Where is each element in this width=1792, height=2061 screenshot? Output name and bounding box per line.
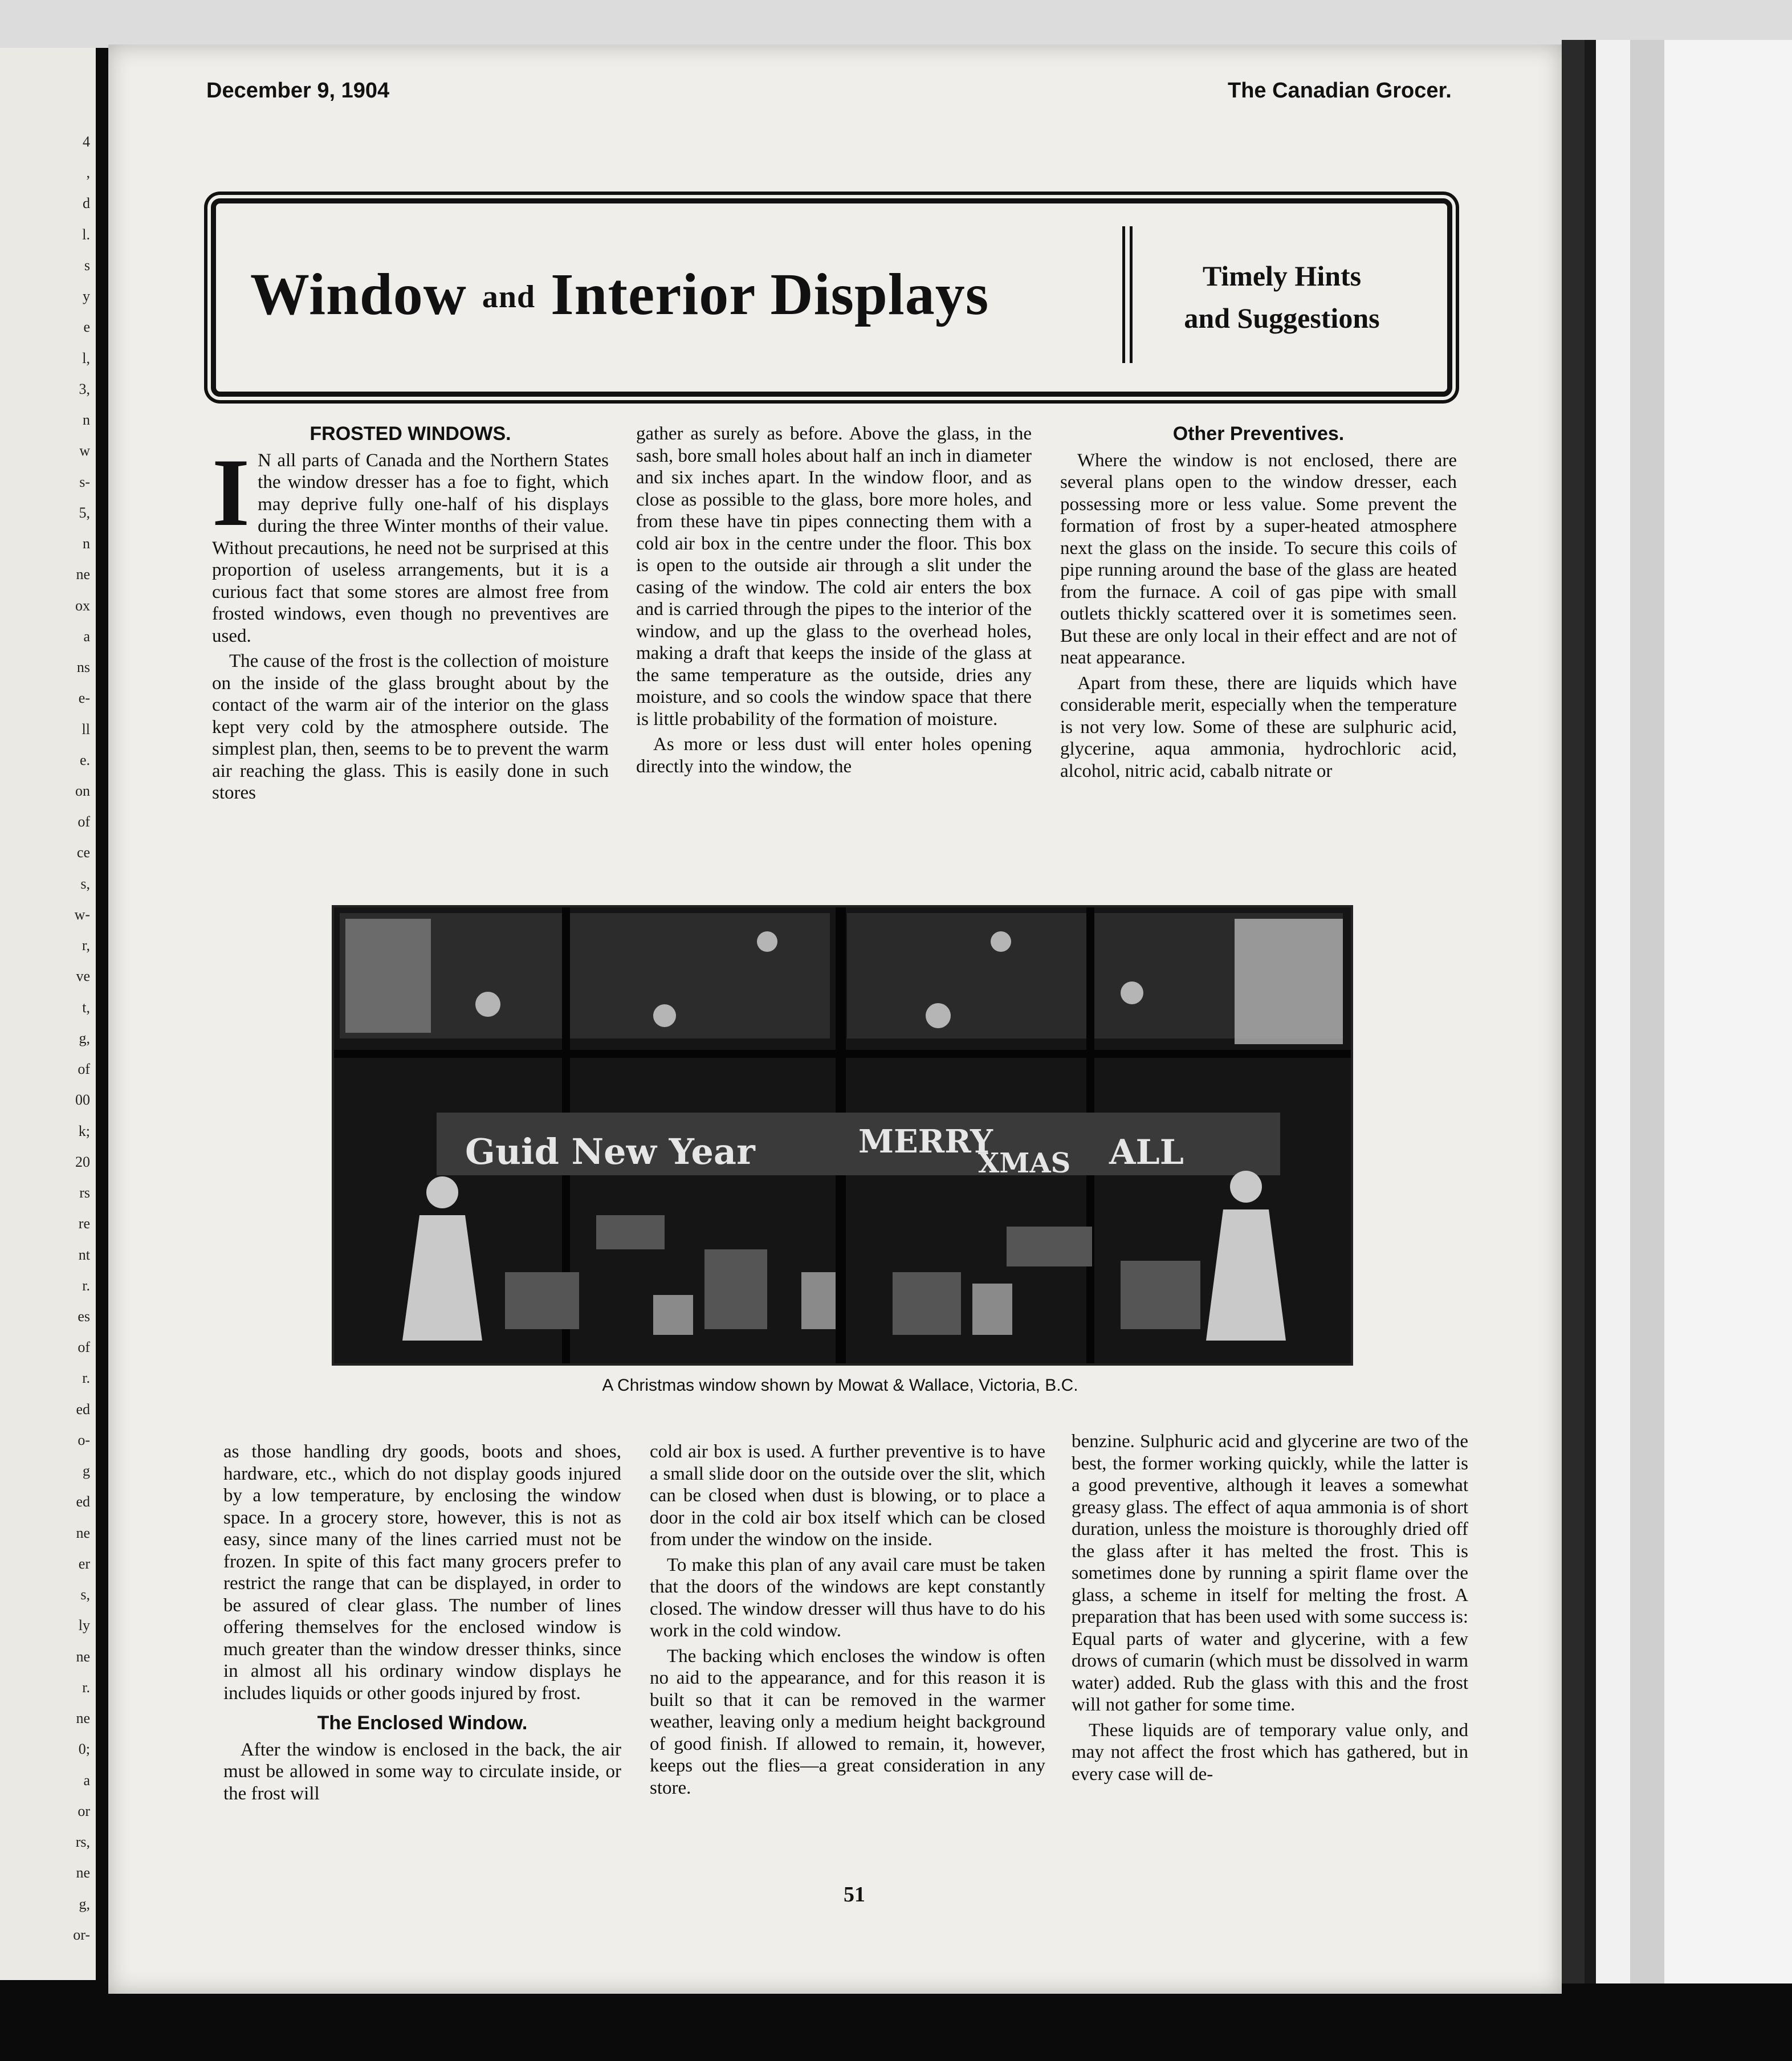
paragraph xyxy=(212,438,609,647)
column-4 xyxy=(223,1441,621,1808)
page-edge-fragment: s, xyxy=(80,875,90,892)
page-edge-fragment: ns xyxy=(76,659,90,676)
page-edge-fragment: g xyxy=(83,1463,90,1480)
page-number: 51 xyxy=(844,1883,865,1907)
page-edge-fragment: 20 xyxy=(75,1153,90,1170)
paragraph: As more or less dust will enter holes opening directly into the window, the xyxy=(636,734,1032,777)
page-edge-fragment: g, xyxy=(79,1895,90,1912)
page-edge-fragment: 3, xyxy=(79,380,90,397)
page-edge-fragment: n xyxy=(83,535,90,552)
page-edge-fragment: 5, xyxy=(79,504,90,521)
paragraph: To make this plan of any avail care must be taken that the doors of the windows are kept constantly closed. The window dresser will thus have to do his work in the cold window. xyxy=(650,1554,1045,1641)
paragraph: gather as surely as before. Above the glass, in the sash, bore small holes about half an inch in diameter and six inches apart. In the window floor, and as close as possible to the glass, bore more holes, and from these have tin pipes connecting them with a cold air box in the centre under the floor. This box is open to the outside air through a slit under the casing of the window. The cold air enters the box and is carried through the pipes to the interior of the window, and up the glass to the overhead holes, making a draft that keeps the inside of the glass at the same temperature as the outside, dries any moisture, and so cools the window space that there is little probability of the formation of moisture. xyxy=(636,423,1032,730)
page-edge-fragment: ox xyxy=(75,597,90,614)
banner-subtitle-line1: Timely Hints xyxy=(1202,260,1362,292)
page-edge-fragment: t, xyxy=(82,999,90,1016)
page-edge-fragment: o- xyxy=(78,1431,90,1448)
page-edge-fragment: rs, xyxy=(75,1834,90,1851)
page-edge-fragment: of xyxy=(78,1339,90,1356)
banner-title-window: Window xyxy=(250,262,467,327)
paragraph: as those handling dry goods, boots and shoes, hardware, etc., which do not display goods injured by a low temperature, by enclosing the window space. In a grocery store, however, this is not as easy, since many of the lines carried must not be frozen. In spite of this fact many grocers prefer to restrict the range that can be displayed, in order to be assured of clear glass. The number of lines offering themselves for the enclosed window is much greater than the window dresser thinks, since in almost all his ordinary window displays he includes liquids or other goods injured by frost. xyxy=(223,1441,621,1704)
page-edge-fragment: a xyxy=(83,628,90,645)
page-edge-fragment: e. xyxy=(79,751,90,768)
page-edge-fragment: ne xyxy=(76,566,90,583)
page-edge-fragment: or- xyxy=(73,1926,90,1943)
page-edge-fragment: 00 xyxy=(75,1091,90,1109)
banner-divider xyxy=(1122,226,1133,363)
page-edge-fragment: 4 xyxy=(83,133,90,150)
page-edge-fragment: r. xyxy=(82,1679,90,1696)
section-banner xyxy=(211,198,1452,397)
page-edge-fragment: ll xyxy=(82,720,90,738)
page-edge-fragment: ne xyxy=(76,1710,90,1727)
paragraph: benzine. Sulphuric acid and glycerine are two of the best, the former working quickly, while the latter is a good preventive, although it leaves a somewhat greasy glass. The effect of aqua ammonia is of short duration, unless the moisture is thoroughly dried off the glass after it has melted the frost. This is sometimes done by running a spirit flame over the glass, a scheme in itself for melting the frost. A preparation that has been used with some success is: Equal parts of water and glycerine, with a few drows of cumarin (which must be dissolved in warm water) added. Rub the glass with this and the frost will not gather for some time. xyxy=(1072,1431,1468,1715)
page-edge-fragment: k; xyxy=(78,1122,90,1139)
page-edge-fragment: d xyxy=(83,195,90,212)
page-edge-fragment: e- xyxy=(78,690,90,707)
drop-cap: I xyxy=(212,438,250,546)
page-edge-fragment: or xyxy=(78,1802,90,1819)
page-edge-fragment: ne xyxy=(76,1524,90,1541)
page-edge-fragment: e xyxy=(83,319,90,336)
banner-title xyxy=(250,260,989,328)
page-edge-fragment: r. xyxy=(82,1370,90,1387)
page-edge-fragment: n xyxy=(83,412,90,429)
column-2 xyxy=(636,423,1032,781)
page-edge-fragment: y xyxy=(83,288,90,305)
page-edge-fragment: w- xyxy=(74,906,90,923)
paragraph: These liquids are of temporary value only, and may not affect the frost which has gathered, but in every case will de- xyxy=(1072,1720,1468,1785)
page-edge-fragment: ed xyxy=(76,1400,90,1418)
page-edge-fragment: r. xyxy=(82,1277,90,1294)
publication-name: The Canadian Grocer. xyxy=(1228,79,1452,103)
page-edge-fragment: ne xyxy=(76,1648,90,1665)
page-edge-fragment: es xyxy=(78,1308,90,1325)
column-5 xyxy=(650,1441,1045,1802)
adjacent-page-edge xyxy=(0,48,96,1980)
issue-date: December 9, 1904 xyxy=(206,79,390,103)
column-6 xyxy=(1072,1431,1468,1789)
banner-subtitle-line2: and Suggestions xyxy=(1184,302,1380,334)
page-edge-fragment: of xyxy=(78,813,90,830)
scan-right-edge xyxy=(1562,40,1792,1983)
heading-frosted-windows: FROSTED WINDOWS. xyxy=(309,423,511,445)
page-edge-fragment: re xyxy=(78,1215,90,1232)
page-edge-fragment: 0; xyxy=(78,1741,90,1758)
banner-title-and: and xyxy=(482,279,536,315)
banner-subtitle xyxy=(1145,255,1419,339)
page-edge-fragment: l, xyxy=(82,349,90,366)
page-edge-fragment: ly xyxy=(78,1617,90,1634)
page-edge-fragment: ed xyxy=(76,1493,90,1510)
paragraph: The cause of the frost is the collection of moisture on the inside of the glass brought about by the contact of the warm air of the interior on the glass kept very cold by the atmosphere outside. The simplest plan, then, seems to be to prevent the warm air reaching the glass. This is easily done in such stores xyxy=(212,651,609,803)
christmas-window-photo xyxy=(332,905,1353,1366)
page-edge-fragment: s- xyxy=(79,473,90,490)
banner-title-rest: Interior Displays xyxy=(551,262,989,327)
page-edge-fragment: r, xyxy=(82,937,90,954)
page-edge-fragment: on xyxy=(75,782,90,799)
page-edge-fragment: s, xyxy=(80,1586,90,1603)
paragraph: Where the window is not enclosed, there are several plans open to the window dresser, each possessing more or less value. Some prevent the formation of frost by a super-heated atmosphere next the glass on the inside. To secure this coils of pipe running around the base of the glass are heated from the furnace. A coil of gas pipe with small outlets thickly scattered over it is sometimes seen. But these are only local in their effect and are not of neat appearance. xyxy=(1060,450,1457,668)
sign-merry: MERRY xyxy=(858,1123,993,1160)
paragraph-text: N all parts of Canada and the Northern States the window dresser has a foe to fight, which may deprive fully one-half of his displays during the three Winter months of their value. Without precautions, he need not be surprised at this proportion of useless arrangements, but it is a curious fact that some stores are almost free from frosted windows, even though no preventives are used. xyxy=(212,450,609,646)
sign-guid-new-year: Guid New Year xyxy=(465,1131,755,1172)
page-edge-fragment: ce xyxy=(76,844,90,861)
page-edge-fragment: w xyxy=(79,442,90,459)
sign-xmas: XMAS xyxy=(978,1147,1071,1179)
page-edge-fragment: l. xyxy=(82,226,90,243)
page-edge-fragment: ve xyxy=(76,968,90,985)
page-edge-fragment: er xyxy=(78,1555,90,1572)
page-edge-fragment: ne xyxy=(76,1864,90,1881)
photo-illustration xyxy=(334,907,1351,1363)
page-edge-fragment: nt xyxy=(78,1246,90,1263)
sign-all: ALL xyxy=(1109,1133,1184,1172)
scan-top-band xyxy=(0,0,1792,48)
page-edge-fragment: s xyxy=(84,256,90,274)
page-edge-fragment: rs xyxy=(79,1184,90,1201)
page-edge-fragment: of xyxy=(78,1061,90,1078)
paragraph: Apart from these, there are liquids which have considerable merit, especially when the temperature is not very low. Some of these are sulphuric acid, glycerine, aqua ammonia, hydrochloric acid, alcohol, nitric acid, cabalb nitrate or xyxy=(1060,673,1457,781)
page-edge-fragment: g, xyxy=(79,1029,90,1046)
column-1 xyxy=(212,423,609,808)
photo-caption: A Christmas window shown by Mowat & Wallace, Victoria, B.C. xyxy=(602,1376,1078,1395)
paragraph: After the window is enclosed in the back, the air must be allowed in some way to circulate inside, or the frost will xyxy=(223,1739,621,1804)
heading-enclosed-window: The Enclosed Window. xyxy=(317,1712,528,1734)
paragraph: The backing which encloses the window is often no aid to the appearance, and for this reason it is built so that it can be removed in the warmer weather, leaving only a medium height background of good finish. If allowed to remain, it, however, keeps out the flies—a great consideration in any store. xyxy=(650,1645,1045,1798)
column-3 xyxy=(1060,423,1457,785)
page-edge-fragment: a xyxy=(83,1771,90,1789)
page-edge-fragment: , xyxy=(86,164,90,181)
paragraph: cold air box is used. A further preventive is to have a small slide door on the outside over the slit, which can be closed when dust is blowing, or to place a door in the cold air box itself which can be closed from under the window on the inside. xyxy=(650,1441,1045,1550)
heading-other-preventives: Other Preventives. xyxy=(1172,423,1345,445)
